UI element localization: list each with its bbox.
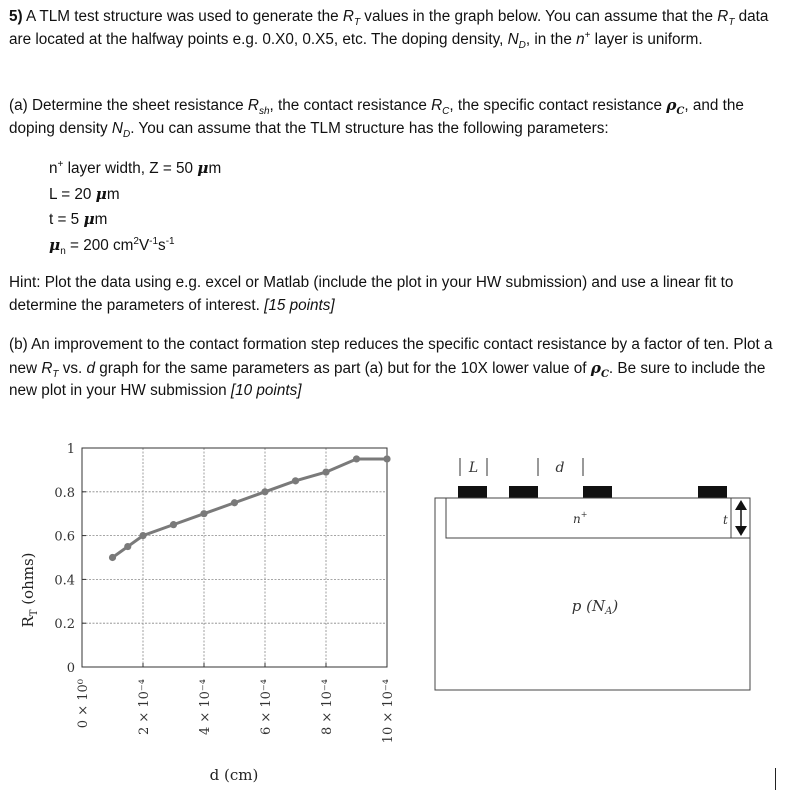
x-tick-label: 2 × 10⁻⁴ [137,679,152,736]
y-tick-label: 0.2 [54,617,75,633]
x-axis-label: d (cm) [209,766,259,784]
tlm-structure-diagram [420,448,780,708]
parameter-list [49,156,221,258]
label-t: t [723,513,728,527]
x-tick-label: 4 × 10⁻⁴ [198,679,213,736]
data-point [124,543,131,550]
contact-pad-1 [458,486,487,498]
data-point [322,468,329,475]
param-width: n+ layer width, Z = 50 μm [49,158,222,177]
data-point [292,477,299,484]
nplus-label: n+ [573,510,588,526]
label-d: d [555,460,565,476]
hint-text: Hint: Plot the data using e.g. excel or Matlab (include the plot in your HW submission) and use a linear fit to determine the parameters of interest. [15 points] [9,274,734,314]
p-substrate [435,498,750,690]
length-label-group [460,458,487,476]
part-b-text: (b) An improvement to the contact formation step reduces the specific contact resistance by a factor of ten. Plot a new $R_T$ vs. d graph for the same parameters as part (a) but for the 10X lower value of $\rho_C$. Be sure to include the new plot in your HW submission [10 points] [9,336,773,399]
x-tick-label: 8 × 10⁻⁴ [320,679,335,736]
x-tick-label: 10 × 10⁻⁴ [381,679,396,744]
problem-number: 5) [9,8,23,25]
x-tick-label: 6 × 10⁻⁴ [259,679,274,736]
tlm-chart [0,430,420,800]
data-point [231,499,238,506]
thickness-arrow [731,498,750,538]
y-tick-label: 1 [66,442,75,457]
param-thickness: t = 5 μm [49,210,108,228]
part-a-text: (a) Determine the sheet resistance $R_{sh}$, the contact resistance $R_C$, the specific contact resistance $\rho_C$, and the doping density $N_D$. You can assume that the TLM structure has the following parameters: [9,96,744,140]
x-tick-label: 0 × 10⁰ [76,679,91,729]
y-tick-label: 0 [66,661,75,676]
spacing-label-group [538,458,583,476]
series-line [113,459,388,558]
problem-intro: 5) A TLM test structure was used to generate the $R_T$ values in the graph below. You can assume that the $R_T$ data are located at the halfway points e.g. 0.X0, 0.X5, etc. The doping density, $N_D$, in the n+ layer is uniform. [9,8,769,51]
substrate-label: p $(N_A)$ [571,597,619,617]
data-point [261,488,268,495]
param-length: L = 20 μm [49,184,120,203]
y-tick-label: 0.8 [54,485,75,501]
y-tick-label: 0.6 [54,529,75,545]
label-L: L [468,460,479,476]
contact-pad-3 [583,486,612,498]
data-point [139,532,146,539]
text-cursor [775,768,776,790]
figure-area [0,430,788,800]
param-mobility: $\mu_n = 200$ $cm^2V^{-1}s^{-1}$ [49,235,175,257]
data-point [383,455,390,462]
plot-frame [82,448,387,667]
data-point [109,554,116,561]
data-point [200,510,207,517]
contact-pad-4 [698,486,727,498]
data-point [353,455,360,462]
data-point [170,521,177,528]
y-axis-label: $R_T$ (ohms) [19,552,40,628]
nplus-layer [446,498,750,538]
contact-pad-2 [509,486,538,498]
y-tick-label: 0.4 [54,573,75,589]
